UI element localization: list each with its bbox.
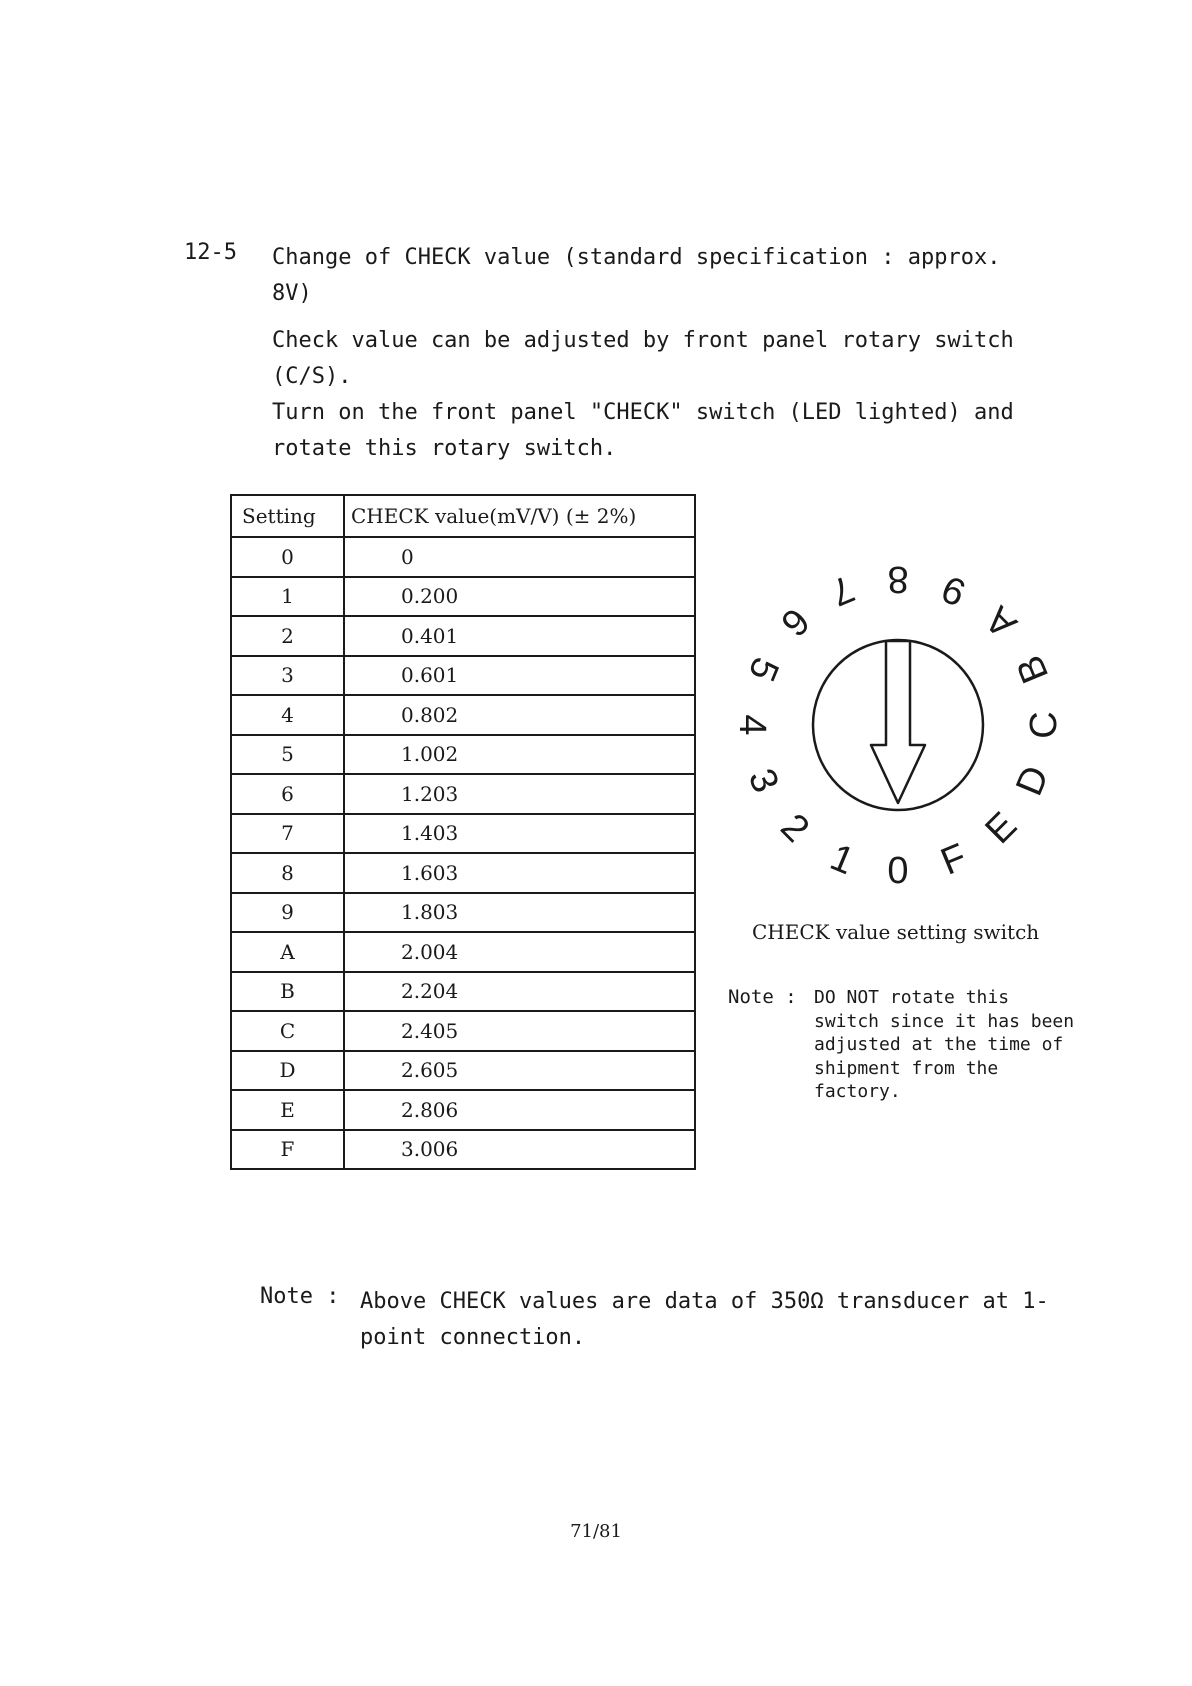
dial-arrow-icon: [871, 641, 925, 803]
setting-cell: E: [231, 1090, 344, 1130]
dial-caption: CHECK value setting switch: [752, 920, 1040, 944]
setting-cell: 2: [231, 616, 344, 656]
check-value-cell: 0.200: [344, 577, 695, 617]
dial-position-label: 5: [739, 651, 787, 687]
check-value-cell: 1.603: [344, 853, 695, 893]
setting-cell: 6: [231, 774, 344, 814]
setting-cell: F: [231, 1130, 344, 1170]
table-row: [231, 774, 695, 814]
paragraph-rotate: Turn on the front panel "CHECK" switch (LED lighted) and rotate this rotary switch.: [272, 400, 1014, 461]
dial-position-label: 7: [824, 566, 860, 614]
check-value-table: [230, 494, 696, 1170]
paragraph-adjust: Check value can be adjusted by front panel rotary switch (C/S).: [272, 328, 1014, 389]
header-check-value: CHECK value(mV/V) (± 2%): [344, 495, 695, 537]
check-value-cell: 0: [344, 537, 695, 577]
check-value-cell: 2.806: [344, 1090, 695, 1130]
setting-cell: 9: [231, 893, 344, 933]
table-row: [231, 1090, 695, 1130]
section-number: 12-5: [184, 240, 237, 265]
table-row: [231, 1130, 695, 1170]
dial-position-label: C: [1023, 711, 1066, 739]
table-header-row: [231, 495, 695, 537]
dial-position-label: 3: [739, 763, 787, 799]
setting-cell: 7: [231, 814, 344, 854]
setting-cell: 8: [231, 853, 344, 893]
setting-cell: D: [231, 1051, 344, 1091]
dial-knob: [813, 640, 983, 810]
check-value-cell: 1.803: [344, 893, 695, 933]
table-row: [231, 616, 695, 656]
table-row: [231, 814, 695, 854]
bottom-note-label: Note :: [260, 1284, 340, 1309]
side-note-text: DO NOT rotate this switch since it has been adjusted at the time of shipment from the factory.: [814, 987, 1075, 1102]
section-heading: Change of CHECK value (standard specification : approx. 8V): [272, 245, 1001, 306]
dial-position-label: 0: [887, 850, 909, 893]
table-row: [231, 1011, 695, 1051]
page-number: 71/81: [570, 1521, 622, 1542]
check-value-cell: 3.006: [344, 1130, 695, 1170]
check-value-cell: 0.802: [344, 695, 695, 735]
check-value-cell: 0.401: [344, 616, 695, 656]
dial-position-label: 2: [772, 805, 818, 851]
table-row: [231, 853, 695, 893]
bottom-note-text: Above CHECK values are data of 350Ω transducer at 1-point connection.: [360, 1289, 1049, 1350]
table-row: [231, 577, 695, 617]
table-row: [231, 656, 695, 696]
check-value-cell: 1.002: [344, 735, 695, 775]
dial-position-label: E: [977, 804, 1026, 853]
dial-position-label: 6: [772, 599, 818, 645]
check-value-cell: 2.605: [344, 1051, 695, 1091]
dial-position-label: 4: [730, 714, 773, 736]
table-row: [231, 695, 695, 735]
setting-cell: C: [231, 1011, 344, 1051]
setting-cell: 1: [231, 577, 344, 617]
setting-cell: A: [231, 932, 344, 972]
dial-position-label: 1: [824, 836, 860, 884]
dial-position-label: B: [1008, 649, 1058, 689]
table-row: [231, 972, 695, 1012]
dial-position-label: 9: [936, 566, 972, 614]
header-setting: Setting: [231, 495, 344, 537]
setting-cell: 4: [231, 695, 344, 735]
table-row: [231, 1051, 695, 1091]
check-value-cell: 2.004: [344, 932, 695, 972]
check-value-cell: 2.405: [344, 1011, 695, 1051]
rotary-switch-diagram: [718, 545, 1078, 905]
setting-cell: 3: [231, 656, 344, 696]
table-row: [231, 932, 695, 972]
setting-cell: B: [231, 972, 344, 1012]
table-row: [231, 537, 695, 577]
check-value-cell: 1.203: [344, 774, 695, 814]
dial-position-label: F: [935, 836, 973, 884]
check-value-cell: 2.204: [344, 972, 695, 1012]
check-value-cell: 0.601: [344, 656, 695, 696]
dial-position-label: A: [977, 597, 1026, 646]
side-note-label: Note :: [728, 986, 797, 1008]
dial-position-label: 8: [887, 557, 909, 600]
dial-position-label: D: [1008, 760, 1058, 802]
setting-cell: 5: [231, 735, 344, 775]
check-value-cell: 1.403: [344, 814, 695, 854]
table-row: [231, 735, 695, 775]
setting-cell: 0: [231, 537, 344, 577]
table-row: [231, 893, 695, 933]
